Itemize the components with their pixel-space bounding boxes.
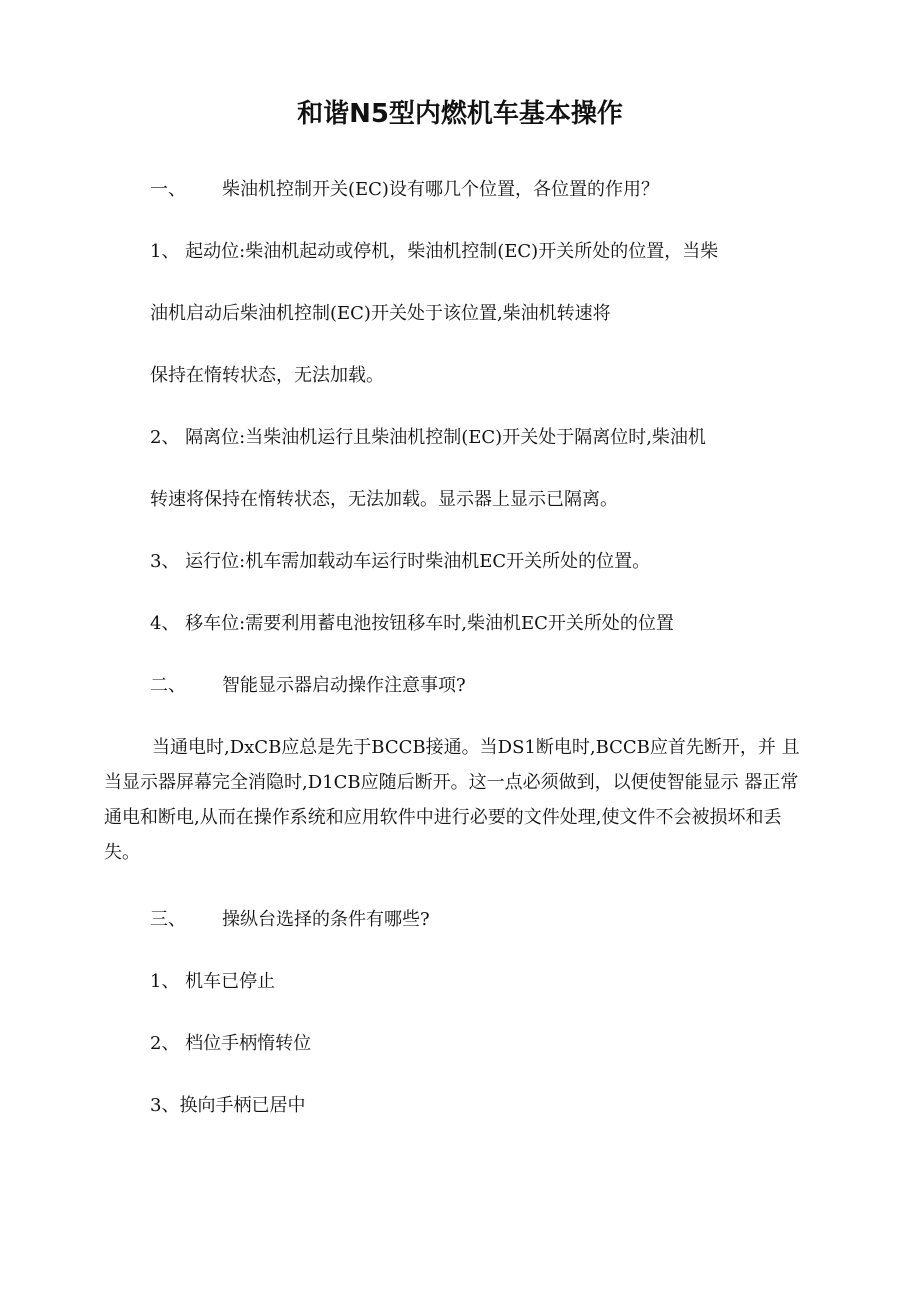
section-2-paragraph: 当通电时,DxCB应总是先于BCCB接通。当DS1断电时,BCCB应首先断开，并 且当显示器屏幕完全消隐时,D1CB应随后断开。这一点必须做到，以便使智能显示 器正常通电和断电,从而在操作系统和应用软件中进行必要的文件处理,使文件不会被损坏和丢失。	[104, 737, 800, 863]
section-3-item-2: 2、 档位手柄惰转位	[150, 1033, 312, 1054]
section-2-heading	[150, 674, 466, 698]
section-3-item-1: 1、 机车已停止	[150, 971, 276, 992]
section-3-heading	[150, 908, 430, 932]
section-1-item-2-line-1: 2、 隔离位:当柴油机运行且柴油机控制(EC)开关处于隔离位时,柴油机	[150, 427, 706, 448]
section-1-item-4: 4、 移车位:需要利用蓄电池按钮移车时,柴油机EC开关所处的位置	[150, 613, 674, 634]
section-1-heading	[150, 178, 659, 202]
document-title: 和谐N5型内燃机车基本操作	[297, 99, 623, 129]
section-1-title: 柴油机控制开关(EC)设有哪几个位置，各位置的作用？	[222, 179, 659, 200]
section-1-item-3: 3、 运行位:机车需加载动车运行时柴油机EC开关所处的位置。	[150, 551, 651, 572]
section-3-title: 操纵台选择的条件有哪些?	[222, 909, 430, 930]
section-1-item-2-line-2: 转速将保持在惰转状态，无法加载。显示器上显示已隔离。	[150, 489, 618, 510]
section-2-number: 二、	[150, 675, 186, 696]
section-1-item-1-line-1: 1、 起动位:柴油机起动或停机，柴油机控制(EC)开关所处的位置，当柴	[150, 241, 719, 262]
section-2-title: 智能显示器启动操作注意事项?	[222, 675, 466, 696]
section-1-number: 一、	[150, 179, 186, 200]
section-1-item-1-line-3: 保持在惰转状态，无法加载。	[150, 365, 384, 386]
section-3-number: 三、	[150, 909, 186, 930]
section-3-item-3: 3、换向手柄已居中	[150, 1095, 306, 1116]
section-1-item-1-line-2: 油机启动后柴油机控制(EC)开关处于该位置,柴油机转速将	[150, 303, 611, 324]
